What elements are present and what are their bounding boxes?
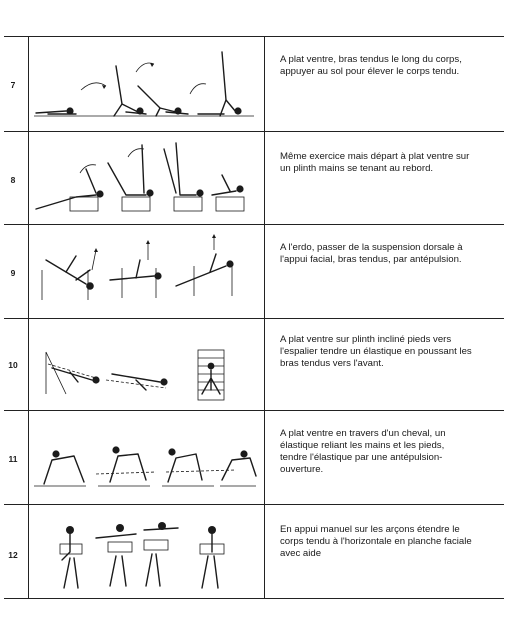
exercise-number: 12 — [8, 550, 18, 560]
exercise-row — [0, 410, 500, 504]
exercise-description: A plat ventre en travers d'un cheval, un élastique reliant les mains et les pieds, tendre l'élastique par une antépulsion- ouverture. — [280, 428, 446, 475]
exercise-description: A l'erdo, passer de la suspension dorsale à l'appui facial, bras tendus, par antépulsion. — [280, 242, 463, 265]
exercise-illustration — [26, 230, 260, 314]
exercise-row — [0, 36, 500, 131]
exercise-description: A plat ventre sur plinth incliné pieds vers l'espalier tendre un élastique en poussant les bras tendus vers l'avant. — [280, 334, 472, 369]
exercise-row — [0, 318, 500, 410]
exercise-number: 10 — [8, 360, 18, 370]
exercise-illustration — [26, 322, 260, 406]
exercise-number: 8 — [10, 175, 16, 185]
exercise-description: En appui manuel sur les arçons étendre le corps tendu à l'horizontale en planche faciale avec aide — [280, 524, 472, 559]
exercise-illustration — [26, 135, 260, 221]
exercise-number: 9 — [10, 268, 16, 278]
exercise-illustration — [26, 508, 260, 596]
table-rule — [4, 598, 504, 599]
exercise-row — [0, 224, 500, 318]
exercise-row — [0, 131, 500, 224]
exercise-row — [0, 504, 500, 598]
exercise-number: 7 — [10, 80, 16, 90]
exercise-illustration — [26, 42, 260, 128]
exercise-description: A plat ventre, bras tendus le long du corps, appuyer au sol pour élever le corps tendu. — [280, 54, 462, 77]
exercise-description: Même exercice mais départ à plat ventre sur un plinth mains se tenant au rebord. — [280, 151, 470, 174]
exercise-number: 11 — [8, 454, 18, 464]
exercise-illustration — [26, 414, 260, 500]
